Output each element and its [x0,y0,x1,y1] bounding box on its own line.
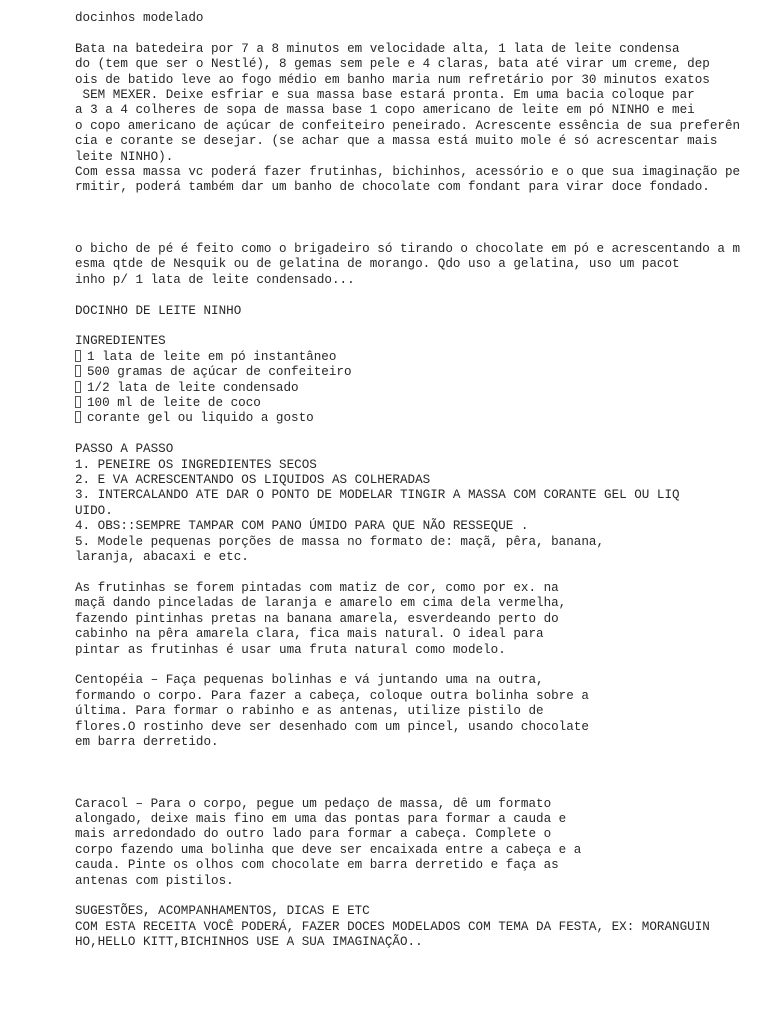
blank-line [75,288,755,303]
caracol-paragraph [75,797,755,889]
text-line: rmitir, poderá também dar um banho de chocolate com fondant para virar doce fondado. [75,180,710,195]
text-line: alongado, deixe mais fino em uma das pontas para formar a cauda e [75,811,567,826]
step-line: 1. PENEIRE OS INGREDIENTES SECOS [75,457,317,472]
blank-line [75,766,755,781]
checkbox-glyph-icon [75,381,81,393]
sugestoes-section [75,904,755,950]
text-line: Centopéia – Faça pequenas bolinhas e vá juntando uma na outra, [75,673,544,688]
checkbox-glyph-icon [75,411,81,423]
ingredient-text: corante gel ou liquido a gosto [87,411,314,426]
step-line: 3. INTERCALANDO ATE DAR O PONTO DE MODELAR TINGIR A MASSA COM CORANTE GEL OU LIQ [75,488,680,503]
centopeia-paragraph [75,673,755,750]
steps-heading: PASSO A PASSO [75,442,174,457]
blank-line [75,889,755,904]
text-line: formando o corpo. Para fazer a cabeça, coloque outra bolinha sobre a [75,688,589,703]
text-line: ois de batido leve ao fogo médio em banho maria num refretário por 30 minutos exatos [75,72,710,87]
text-line: o bicho de pé é feito como o brigadeiro só tirando o chocolate em pó e acrescentando a m [75,242,741,257]
blank-line [75,26,755,41]
text-line: Caracol – Para o corpo, pegue um pedaço de massa, dê um formato [75,796,552,811]
ingredients-heading: INGREDIENTES [75,334,166,349]
text-line: do (tem que ser o Nestlé), 8 gemas sem pele e 4 claras, bata até virar um creme, dep [75,57,710,72]
text-line: Bata na batedeira por 7 a 8 minutos em velocidade alta, 1 lata de leite condensa [75,41,680,56]
blank-line [75,196,755,211]
ingredient-item [75,381,755,396]
ingredients-list [75,350,755,427]
ingredient-item [75,411,755,426]
blank-line [75,427,755,442]
ingredient-item [75,396,755,411]
text-line: cauda. Pinte os olhos com chocolate em barra derretido e faça as [75,858,559,873]
blank-line [75,319,755,334]
text-line: esma qtde de Nesquik ou de gelatina de morango. Qdo uso a gelatina, uso um pacot [75,257,680,272]
ingredient-text: 1/2 lata de leite condensado [87,380,299,395]
text-line: SEM MEXER. Deixe esfriar e sua massa base estará pronta. Em uma bacia coloque par [75,88,695,103]
bicho-de-pe-paragraph [75,242,755,288]
step-line: laranja, abacaxi e etc. [75,550,249,565]
text-line: maçã dando pinceladas de laranja e amarelo em cima dela vermelha, [75,596,567,611]
text-line: cabinho na pêra amarela clara, fica mais natural. O ideal para [75,627,544,642]
ingredient-text: 1 lata de leite em pó instantâneo [87,349,337,364]
text-line: flores.O rostinho deve ser desenhado com um pincel, usando chocolate [75,719,589,734]
text-line: a 3 a 4 colheres de sopa de massa base 1 copo americano de leite em pó NINHO e mei [75,103,695,118]
checkbox-glyph-icon [75,396,81,408]
document-page [75,11,755,951]
text-line: HO,HELLO KITT,BICHINHOS USE A SUA IMAGINAÇÃO.. [75,935,423,950]
step-line: 4. OBS::SEMPRE TAMPAR COM PANO ÚMIDO PARA QUE NÃO RESSEQUE . [75,519,529,534]
text-line: cia e corante se desejar. (se achar que a massa está muito mole é só acrescentar mais [75,134,718,149]
ingredient-item [75,350,755,365]
text-line: inho p/ 1 lata de leite condensado... [75,272,355,287]
ingredient-text: 500 gramas de açúcar de confeiteiro [87,365,352,380]
blank-line [75,211,755,226]
step-line: 2. E VA ACRESCENTANDO OS LIQUIDOS AS COLHERADAS [75,473,431,488]
step-line: UIDO. [75,503,113,518]
text-line: antenas com pistilos. [75,873,234,888]
ingredient-item [75,365,755,380]
text-line: pintar as frutinhas é usar uma fruta natural como modelo. [75,642,506,657]
intro-paragraph [75,42,755,196]
text-line: leite NINHO). [75,149,174,164]
text-line: o copo americano de açúcar de confeiteiro peneirado. Acrescente essência de sua preferên [75,118,741,133]
text-line: mais arredondado do outro lado para formar a cabeça. Complete o [75,827,552,842]
ingredient-text: 100 ml de leite de coco [87,396,261,411]
recipe-title: DOCINHO DE LEITE NINHO [75,303,242,318]
checkbox-glyph-icon [75,365,81,377]
blank-line [75,227,755,242]
text-line: última. Para formar o rabinho e as antenas, utilize pistilo de [75,704,544,719]
blank-line [75,781,755,796]
text-line: em barra derretido. [75,734,219,749]
checkbox-glyph-icon [75,350,81,362]
frutinhas-paragraph [75,581,755,658]
text-line: corpo fazendo uma bolinha que deve ser encaixada entre a cabeça e a [75,842,582,857]
text-line: As frutinhas se forem pintadas com matiz de cor, como por ex. na [75,580,559,595]
text-line: COM ESTA RECEITA VOCÊ PODERÁ, FAZER DOCES MODELADOS COM TEMA DA FESTA, EX: MORANGUIN [75,919,710,934]
text-line: Com essa massa vc poderá fazer frutinhas, bichinhos, acessório e o que sua imaginação pe [75,165,741,180]
text-line: fazendo pintinhas pretas na banana amarela, esverdeando perto do [75,611,559,626]
blank-line [75,750,755,765]
blank-line [75,658,755,673]
blank-line [75,566,755,581]
step-line: 5. Modele pequenas porções de massa no formato de: maçã, pêra, banana, [75,534,605,549]
sugestoes-heading: SUGESTÕES, ACOMPANHAMENTOS, DICAS E ETC [75,904,370,919]
steps-list [75,458,755,566]
document-title: docinhos modelado [75,11,204,25]
